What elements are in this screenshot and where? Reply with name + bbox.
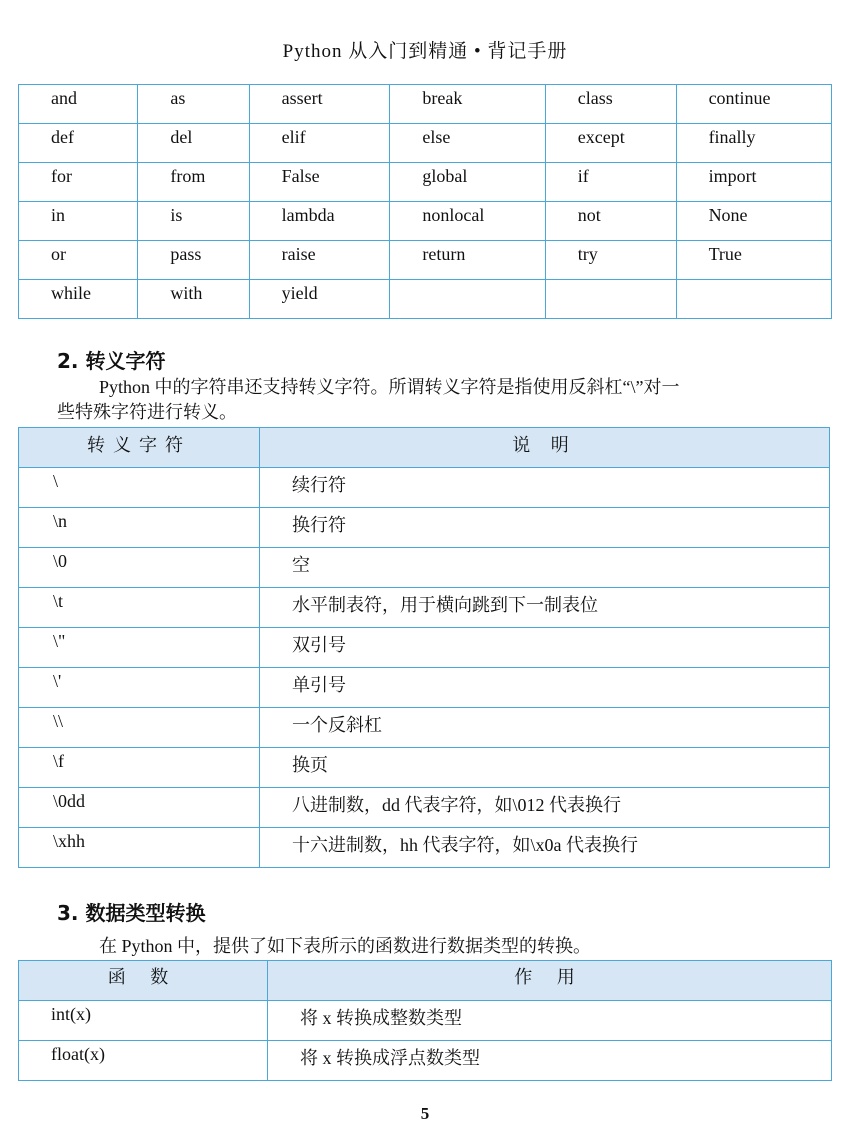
table-cell: [545, 280, 676, 319]
table-header-row: [19, 428, 830, 468]
escape-code: \xhh: [19, 828, 260, 868]
table-cell: except: [545, 124, 676, 163]
table-cell: global: [390, 163, 545, 202]
table-cell: with: [138, 280, 249, 319]
table-cell: return: [390, 241, 545, 280]
table-cell: raise: [249, 241, 390, 280]
table-cell: not: [545, 202, 676, 241]
table-cell: [676, 280, 831, 319]
escape-description: 水平制表符，用于横向跳到下一制表位: [260, 588, 830, 628]
escape-description: 八进制数，dd 代表字符，如\012 代表换行: [260, 788, 830, 828]
table-row: [19, 163, 832, 202]
escape-code: \': [19, 668, 260, 708]
table-row: [19, 788, 830, 828]
table-cell: or: [19, 241, 138, 280]
table-row: [19, 668, 830, 708]
table-row: [19, 588, 830, 628]
table-row: [19, 748, 830, 788]
table-cell: for: [19, 163, 138, 202]
table-row: [19, 548, 830, 588]
paragraph-line-2: 些特殊字符进行转义。: [57, 402, 237, 422]
escape-description: 一个反斜杠: [260, 708, 830, 748]
table-row: [19, 468, 830, 508]
table-cell: nonlocal: [390, 202, 545, 241]
column-header-purpose: 作 用: [268, 961, 832, 1001]
table-row: [19, 1001, 832, 1041]
page-header: Python 从入门到精通 • 背记手册: [282, 41, 568, 62]
escape-description: 空: [260, 548, 830, 588]
table-cell: assert: [249, 85, 390, 124]
table-cell: del: [138, 124, 249, 163]
function-purpose: 将 x 转换成整数类型: [268, 1001, 832, 1041]
column-header-description: 说 明: [260, 428, 830, 468]
table-cell: None: [676, 202, 831, 241]
function-name: float(x): [19, 1041, 268, 1081]
table-row: [19, 1041, 832, 1081]
table-row: [19, 241, 832, 280]
table-cell: in: [19, 202, 138, 241]
escape-description: 换行符: [260, 508, 830, 548]
escape-description: 双引号: [260, 628, 830, 668]
table-row: [19, 124, 832, 163]
table-row: [19, 508, 830, 548]
escape-code: \t: [19, 588, 260, 628]
escape-code: \f: [19, 748, 260, 788]
table-cell: elif: [249, 124, 390, 163]
table-cell: continue: [676, 85, 831, 124]
table-cell: as: [138, 85, 249, 124]
table-cell: yield: [249, 280, 390, 319]
table-row: [19, 85, 832, 124]
table-row: [19, 280, 832, 319]
escape-description: 十六进制数，hh 代表字符，如\x0a 代表换行: [260, 828, 830, 868]
escape-code: \0dd: [19, 788, 260, 828]
escape-description: 单引号: [260, 668, 830, 708]
table-row: [19, 202, 832, 241]
page-number: 5: [420, 1104, 430, 1123]
table-row: [19, 628, 830, 668]
table-cell: False: [249, 163, 390, 202]
table-row: [19, 708, 830, 748]
table-row: [19, 828, 830, 868]
column-header-escape-char: 转义字符: [19, 428, 260, 468]
table-cell: def: [19, 124, 138, 163]
paragraph-line-1: Python 中的字符串还支持转义字符。所谓转义字符是指使用反斜杠“\”对一: [99, 377, 680, 397]
function-name: int(x): [19, 1001, 268, 1041]
escape-code: \: [19, 468, 260, 508]
table-cell: import: [676, 163, 831, 202]
escape-description: 续行符: [260, 468, 830, 508]
escape-description: 换页: [260, 748, 830, 788]
escape-code: \": [19, 628, 260, 668]
table-cell: else: [390, 124, 545, 163]
escape-characters-table: [18, 427, 830, 868]
table-cell: while: [19, 280, 138, 319]
table-cell: try: [545, 241, 676, 280]
table-cell: if: [545, 163, 676, 202]
escape-code: \\: [19, 708, 260, 748]
table-cell: lambda: [249, 202, 390, 241]
keywords-table: [18, 84, 832, 319]
table-header-row: [19, 961, 832, 1001]
table-cell: from: [138, 163, 249, 202]
table-cell: break: [390, 85, 545, 124]
function-purpose: 将 x 转换成浮点数类型: [268, 1041, 832, 1081]
type-conversion-table: [18, 960, 832, 1081]
table-cell: pass: [138, 241, 249, 280]
escape-code: \n: [19, 508, 260, 548]
section-2-title: 2. 转义字符: [57, 349, 166, 373]
table-cell: class: [545, 85, 676, 124]
table-cell: is: [138, 202, 249, 241]
table-cell: finally: [676, 124, 831, 163]
column-header-function: 函 数: [19, 961, 268, 1001]
table-cell: [390, 280, 545, 319]
section-3-paragraph: 在 Python 中，提供了如下表所示的函数进行数据类型的转换。: [99, 936, 592, 956]
section-2-paragraph: [57, 374, 797, 426]
table-cell: True: [676, 241, 831, 280]
section-3-title: 3. 数据类型转换: [57, 901, 206, 925]
table-cell: and: [19, 85, 138, 124]
escape-code: \0: [19, 548, 260, 588]
